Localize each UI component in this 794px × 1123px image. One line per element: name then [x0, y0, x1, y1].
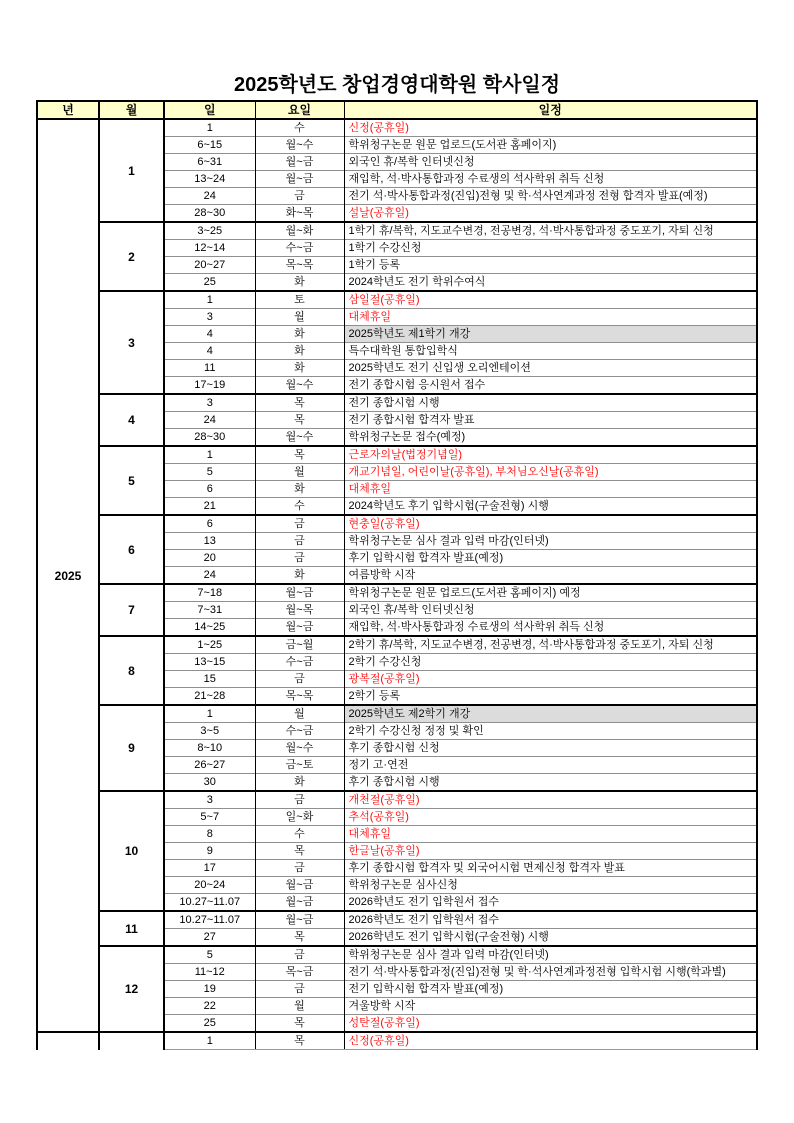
weekday-cell: 수~금 [255, 654, 344, 671]
year-cell-empty [37, 1032, 99, 1050]
weekday-cell: 월~금 [255, 877, 344, 894]
table-row [37, 446, 757, 464]
weekday-cell: 화 [255, 567, 344, 585]
day-cell: 1 [164, 705, 255, 723]
weekday-cell: 금 [255, 860, 344, 877]
weekday-cell: 화 [255, 774, 344, 792]
weekday-cell: 월~금 [255, 911, 344, 929]
day-cell: 5~7 [164, 809, 255, 826]
event-cell: 전기 종합시험 합격자 발표 [344, 412, 757, 429]
day-cell: 25 [164, 274, 255, 292]
weekday-cell: 화 [255, 274, 344, 292]
year-cell: 2025 [37, 119, 99, 1032]
day-cell: 8 [164, 826, 255, 843]
day-cell: 13~15 [164, 654, 255, 671]
weekday-cell: 수~금 [255, 240, 344, 257]
month-cell: 1 [99, 119, 164, 222]
event-cell: 학위청구논문 원문 업로드(도서관 홈페이지) [344, 137, 757, 154]
weekday-cell: 목 [255, 843, 344, 860]
table-row [37, 1032, 757, 1050]
weekday-cell: 수 [255, 119, 344, 137]
weekday-cell: 수 [255, 498, 344, 516]
day-cell: 20 [164, 550, 255, 567]
day-cell: 21~28 [164, 688, 255, 706]
day-cell: 6 [164, 481, 255, 498]
event-cell: 후기 종합시험 시행 [344, 774, 757, 792]
weekday-cell: 월~목 [255, 602, 344, 619]
month-cell: 4 [99, 394, 164, 446]
event-cell: 신정(공휴일) [344, 1032, 757, 1050]
day-cell: 5 [164, 946, 255, 964]
event-cell: 근로자의날(법정기념일) [344, 446, 757, 464]
event-cell: 외국인 휴/복학 인터넷신청 [344, 154, 757, 171]
day-cell: 14~25 [164, 619, 255, 637]
day-cell: 15 [164, 671, 255, 688]
weekday-cell: 금 [255, 188, 344, 205]
event-cell: 재입학, 석·박사통합과정 수료생의 석사학위 취득 신청 [344, 619, 757, 637]
weekday-cell: 토 [255, 291, 344, 309]
weekday-cell: 목 [255, 412, 344, 429]
weekday-cell: 월 [255, 309, 344, 326]
event-cell: 여름방학 시작 [344, 567, 757, 585]
weekday-cell: 월~화 [255, 222, 344, 240]
day-cell: 3~25 [164, 222, 255, 240]
day-cell: 7~18 [164, 584, 255, 602]
weekday-cell: 금 [255, 533, 344, 550]
event-cell: 전기 석·박사통합과정(진입)전형 및 학·석사연계과정전형 입학시험 시행(학과별) [344, 964, 757, 981]
weekday-cell: 월~금 [255, 584, 344, 602]
day-cell: 10.27~11.07 [164, 894, 255, 912]
weekday-cell: 월 [255, 464, 344, 481]
day-cell: 28~30 [164, 205, 255, 223]
day-cell: 6~31 [164, 154, 255, 171]
event-cell: 후기 종합시험 합격자 및 외국어시험 면제신청 합격자 발표 [344, 860, 757, 877]
table-row [37, 705, 757, 723]
event-cell: 2024학년도 전기 학위수여식 [344, 274, 757, 292]
event-cell: 대체휴일 [344, 309, 757, 326]
day-cell: 6 [164, 515, 255, 533]
calendar-body [37, 119, 757, 1050]
weekday-cell: 월 [255, 705, 344, 723]
column-header-month: 월 [99, 101, 164, 119]
table-row [37, 946, 757, 964]
event-cell: 2025학년도 전기 신입생 오리엔테이션 [344, 360, 757, 377]
column-header-event: 일정 [344, 101, 757, 119]
table-row [37, 911, 757, 929]
day-cell: 22 [164, 998, 255, 1015]
day-cell: 1 [164, 291, 255, 309]
weekday-cell: 월~수 [255, 740, 344, 757]
weekday-cell: 수 [255, 826, 344, 843]
weekday-cell: 금~월 [255, 636, 344, 654]
table-row [37, 222, 757, 240]
event-cell: 한글날(공휴일) [344, 843, 757, 860]
event-cell: 광복절(공휴일) [344, 671, 757, 688]
day-cell: 19 [164, 981, 255, 998]
event-cell: 2025학년도 제2학기 개강 [344, 705, 757, 723]
weekday-cell: 금 [255, 791, 344, 809]
weekday-cell: 목 [255, 394, 344, 412]
weekday-cell: 목 [255, 1032, 344, 1050]
day-cell: 9 [164, 843, 255, 860]
event-cell: 전기 종합시험 시행 [344, 394, 757, 412]
event-cell: 재입학, 석·박사통합과정 수료생의 석사학위 취득 신청 [344, 171, 757, 188]
day-cell: 7~31 [164, 602, 255, 619]
event-cell: 신정(공휴일) [344, 119, 757, 137]
table-row [37, 394, 757, 412]
weekday-cell: 월 [255, 998, 344, 1015]
column-header-day: 일 [164, 101, 255, 119]
table-row [37, 515, 757, 533]
weekday-cell: 금~토 [255, 757, 344, 774]
day-cell: 28~30 [164, 429, 255, 447]
event-cell: 2학기 등록 [344, 688, 757, 706]
month-cell: 10 [99, 791, 164, 911]
event-cell: 1학기 수강신청 [344, 240, 757, 257]
weekday-cell: 목~목 [255, 257, 344, 274]
event-cell: 전기 종합시험 응시원서 접수 [344, 377, 757, 395]
month-cell: 12 [99, 946, 164, 1032]
month-cell: 3 [99, 291, 164, 394]
table-row [37, 584, 757, 602]
weekday-cell: 금 [255, 981, 344, 998]
event-cell: 대체휴일 [344, 481, 757, 498]
month-cell-empty [99, 1032, 164, 1050]
weekday-cell: 목~금 [255, 964, 344, 981]
event-cell: 2024학년도 후기 입학시험(구술전형) 시행 [344, 498, 757, 516]
day-cell: 4 [164, 343, 255, 360]
event-cell: 2학기 수강신청 정정 및 확인 [344, 723, 757, 740]
event-cell: 삼일절(공휴일) [344, 291, 757, 309]
day-cell: 3~5 [164, 723, 255, 740]
event-cell: 정기 고·연전 [344, 757, 757, 774]
event-cell: 2학기 휴/복학, 지도교수변경, 전공변경, 석·박사통합과정 중도포기, 자퇴 신청 [344, 636, 757, 654]
weekday-cell: 월~수 [255, 377, 344, 395]
event-cell: 전기 석·박사통합과정(진입)전형 및 학·석사연계과정 전형 합격자 발표(예정) [344, 188, 757, 205]
day-cell: 1 [164, 446, 255, 464]
table-row [37, 291, 757, 309]
weekday-cell: 월~수 [255, 429, 344, 447]
event-cell: 1학기 등록 [344, 257, 757, 274]
day-cell: 6~15 [164, 137, 255, 154]
column-header-year: 년 [37, 101, 99, 119]
event-cell: 학위청구논문 원문 업로드(도서관 홈페이지) 예정 [344, 584, 757, 602]
day-cell: 11~12 [164, 964, 255, 981]
event-cell: 2026학년도 전기 입학시험(구술전형) 시행 [344, 929, 757, 947]
weekday-cell: 금 [255, 946, 344, 964]
event-cell: 2025학년도 제1학기 개강 [344, 326, 757, 343]
header-row [37, 101, 757, 119]
day-cell: 13~24 [164, 171, 255, 188]
event-cell: 대체휴일 [344, 826, 757, 843]
day-cell: 21 [164, 498, 255, 516]
page-title: 2025학년도 창업경영대학원 학사일정 [233, 74, 561, 96]
weekday-cell: 월~금 [255, 619, 344, 637]
weekday-cell: 목 [255, 446, 344, 464]
event-cell: 성탄절(공휴일) [344, 1015, 757, 1033]
weekday-cell: 금 [255, 515, 344, 533]
day-cell: 5 [164, 464, 255, 481]
event-cell: 겨울방학 시작 [344, 998, 757, 1015]
weekday-cell: 화 [255, 343, 344, 360]
month-cell: 11 [99, 911, 164, 946]
weekday-cell: 월~수 [255, 137, 344, 154]
day-cell: 24 [164, 188, 255, 205]
weekday-cell: 금 [255, 550, 344, 567]
day-cell: 24 [164, 412, 255, 429]
day-cell: 4 [164, 326, 255, 343]
table-row [37, 119, 757, 137]
event-cell: 2026학년도 전기 입학원서 접수 [344, 911, 757, 929]
table-row [37, 791, 757, 809]
event-cell: 2026학년도 전기 입학원서 접수 [344, 894, 757, 912]
day-cell: 1 [164, 119, 255, 137]
weekday-cell: 월~금 [255, 154, 344, 171]
day-cell: 30 [164, 774, 255, 792]
day-cell: 10.27~11.07 [164, 911, 255, 929]
weekday-cell: 목 [255, 929, 344, 947]
day-cell: 3 [164, 791, 255, 809]
weekday-cell: 화 [255, 360, 344, 377]
weekday-cell: 화~목 [255, 205, 344, 223]
event-cell: 전기 입학시험 합격자 발표(예정) [344, 981, 757, 998]
month-cell: 7 [99, 584, 164, 636]
event-cell: 외국인 휴/복학 인터넷신청 [344, 602, 757, 619]
event-cell: 2학기 수강신청 [344, 654, 757, 671]
weekday-cell: 일~화 [255, 809, 344, 826]
day-cell: 13 [164, 533, 255, 550]
column-header-weekday: 요일 [255, 101, 344, 119]
day-cell: 17~19 [164, 377, 255, 395]
weekday-cell: 금 [255, 671, 344, 688]
month-cell: 5 [99, 446, 164, 515]
event-cell: 특수대학원 통합입학식 [344, 343, 757, 360]
event-cell: 학위청구논문 심사 결과 입력 마감(인터넷) [344, 533, 757, 550]
day-cell: 1~25 [164, 636, 255, 654]
day-cell: 25 [164, 1015, 255, 1033]
event-cell: 후기 입학시험 합격자 발표(예정) [344, 550, 757, 567]
day-cell: 26~27 [164, 757, 255, 774]
table-row [37, 636, 757, 654]
event-cell: 1학기 휴/복학, 지도교수변경, 전공변경, 석·박사통합과정 중도포기, 자퇴 신청 [344, 222, 757, 240]
event-cell: 개천절(공휴일) [344, 791, 757, 809]
event-cell: 추석(공휴일) [344, 809, 757, 826]
event-cell: 현충일(공휴일) [344, 515, 757, 533]
weekday-cell: 화 [255, 326, 344, 343]
month-cell: 2 [99, 222, 164, 291]
day-cell: 12~14 [164, 240, 255, 257]
day-cell: 1 [164, 1032, 255, 1050]
day-cell: 17 [164, 860, 255, 877]
weekday-cell: 월~금 [255, 894, 344, 912]
weekday-cell: 월~금 [255, 171, 344, 188]
month-cell: 8 [99, 636, 164, 705]
event-cell: 후기 종합시험 신청 [344, 740, 757, 757]
day-cell: 20~24 [164, 877, 255, 894]
weekday-cell: 수~금 [255, 723, 344, 740]
event-cell: 개교기념일, 어린이날(공휴일), 부처님오신날(공휴일) [344, 464, 757, 481]
day-cell: 8~10 [164, 740, 255, 757]
weekday-cell: 목~목 [255, 688, 344, 706]
event-cell: 학위청구논문 심사신청 [344, 877, 757, 894]
day-cell: 24 [164, 567, 255, 585]
day-cell: 3 [164, 309, 255, 326]
event-cell: 학위청구논문 심사 결과 입력 마감(인터넷) [344, 946, 757, 964]
calendar-table [36, 100, 758, 1050]
day-cell: 3 [164, 394, 255, 412]
day-cell: 11 [164, 360, 255, 377]
month-cell: 9 [99, 705, 164, 791]
day-cell: 20~27 [164, 257, 255, 274]
day-cell: 27 [164, 929, 255, 947]
weekday-cell: 목 [255, 1015, 344, 1033]
event-cell: 설날(공휴일) [344, 205, 757, 223]
weekday-cell: 화 [255, 481, 344, 498]
event-cell: 학위청구논문 접수(예정) [344, 429, 757, 447]
month-cell: 6 [99, 515, 164, 584]
